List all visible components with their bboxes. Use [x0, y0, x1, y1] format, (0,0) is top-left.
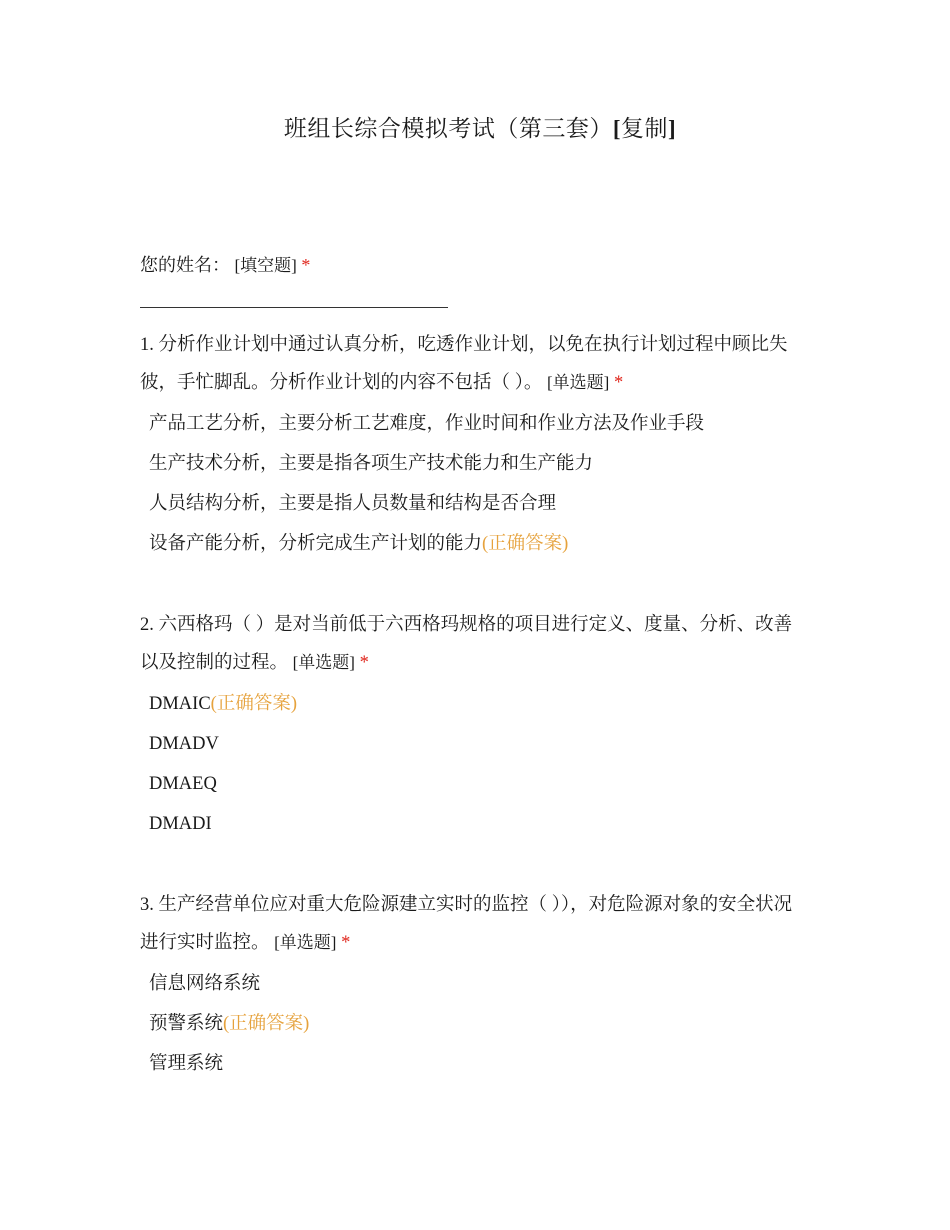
correct-answer-label: (正确答案) — [482, 534, 569, 554]
option-text: 设备产能分析，分析完成生产计划的能力 — [149, 534, 483, 554]
question-3-stem — [140, 887, 805, 962]
option-text: 人员结构分析，主要是指人员数量和结构是否合理 — [149, 494, 557, 514]
question-text: 生产经营单位应对重大危险源建立实时的监控（ ）），对危险源对象的安全状况进行实时监控。 — [140, 895, 793, 953]
option-item[interactable] — [140, 964, 805, 1004]
question-2-options — [140, 684, 805, 844]
option-item[interactable] — [140, 524, 805, 564]
title-copy-label: 复制 — [621, 116, 668, 141]
question-1 — [140, 327, 805, 564]
option-text: DMADI — [149, 814, 212, 834]
question-type-tag: [单选题] — [274, 933, 337, 952]
page-title — [0, 110, 950, 143]
question-type-tag: [单选题] — [547, 373, 610, 392]
required-mark: * — [613, 373, 624, 393]
question-1-stem — [140, 327, 805, 402]
option-text: 生产技术分析，主要是指各项生产技术能力和生产能力 — [149, 454, 594, 474]
option-item[interactable] — [140, 804, 805, 844]
question-text: 六西格玛（ ）是对当前低于六西格玛规格的项目进行定义、度量、分析、改善以及控制的过程。 — [140, 615, 793, 673]
option-text: DMADV — [149, 734, 219, 754]
option-item[interactable] — [140, 764, 805, 804]
question-2 — [140, 607, 805, 844]
option-text: DMAIC — [149, 694, 211, 714]
question-number: 2. — [140, 615, 154, 635]
option-item[interactable] — [140, 724, 805, 764]
question-text: 分析作业计划中通过认真分析，吃透作业计划，以免在执行计划过程中顾比失彼，手忙脚乱。分析作业计划的内容不包括（ ）。 — [140, 335, 788, 393]
required-mark: * — [359, 653, 369, 673]
question-number: 1. — [140, 335, 154, 355]
question-3-options — [140, 964, 805, 1084]
option-text: DMAEQ — [149, 774, 217, 794]
name-question — [140, 251, 310, 277]
title-close-bracket: ] — [668, 116, 677, 141]
required-mark: * — [341, 933, 351, 953]
option-item[interactable] — [140, 484, 805, 524]
question-3 — [140, 887, 805, 1084]
option-item[interactable] — [140, 444, 805, 484]
question-type-tag: [填空题] — [234, 256, 297, 275]
option-text: 产品工艺分析，主要分析工艺难度，作业时间和作业方法及作业手段 — [149, 414, 705, 434]
title-main: 班组长综合模拟考试（第三套） — [283, 116, 613, 141]
option-item[interactable] — [140, 404, 805, 444]
question-number: 3. — [140, 895, 154, 915]
required-mark: * — [301, 255, 311, 275]
question-type-tag: [单选题] — [292, 653, 355, 672]
option-text: 信息网络系统 — [149, 974, 261, 994]
option-item[interactable] — [140, 684, 805, 724]
option-item[interactable] — [140, 1004, 805, 1044]
correct-answer-label: (正确答案) — [223, 1014, 310, 1034]
question-1-options — [140, 404, 805, 564]
option-text: 管理系统 — [149, 1054, 224, 1074]
name-answer-line[interactable] — [140, 307, 448, 308]
title-open-bracket: [ — [612, 116, 621, 141]
option-text: 预警系统 — [149, 1014, 224, 1034]
option-item[interactable] — [140, 1044, 805, 1084]
name-label: 您的姓名： — [140, 255, 230, 275]
question-2-stem — [140, 607, 805, 682]
correct-answer-label: (正确答案) — [210, 694, 297, 714]
